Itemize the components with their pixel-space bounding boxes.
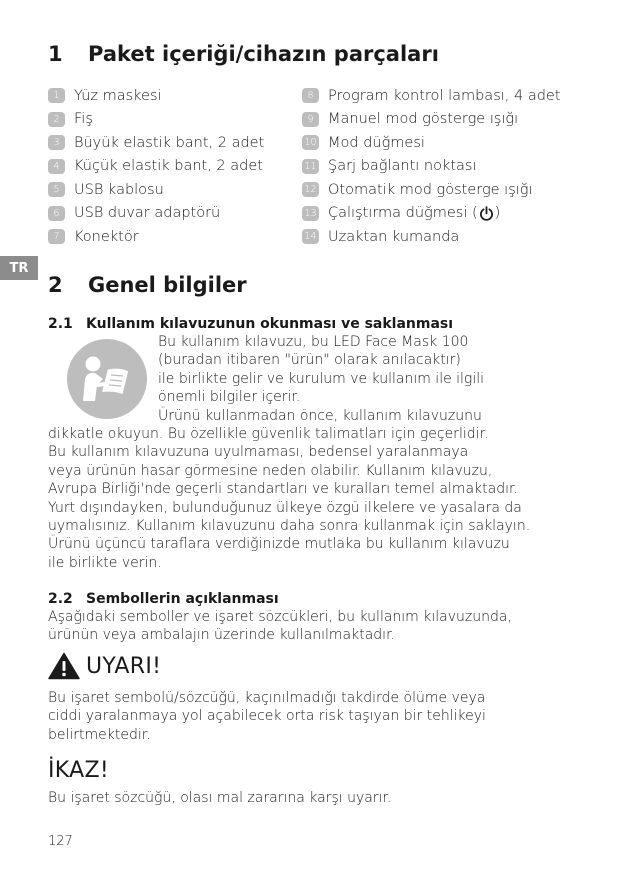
section-2-1-title: Kullanım kılavuzunun okunması ve saklanması (86, 316, 454, 332)
item-number-badge: 1 (48, 88, 65, 103)
text-line: Aşağıdaki semboller ve işaret sözcükleri, bu kullanım kılavuzunda, (48, 609, 512, 625)
section-2-1-number: 2.1 (48, 316, 73, 332)
list-item-label: USB kablosu (74, 181, 164, 198)
list-item-label: Şarj bağlantı noktası (328, 158, 477, 175)
text-line: önemli bilgiler içerir. (158, 389, 301, 406)
text-line: Yurt dışındayken, bulunduğunuz ülkeye özgü ilkelere ve yasalara da (48, 499, 522, 516)
list-item-label: Uzaktan kumanda (328, 228, 460, 245)
section-2-1-body (48, 425, 530, 572)
list-item (48, 202, 264, 226)
item-number-badge: 4 (48, 159, 65, 174)
list-item (48, 84, 264, 108)
section-2-2-title: Sembollerin açıklanması (86, 591, 279, 607)
text-line: veya ürünün hasar görmesine neden olabilir. Kullanım kılavuzu, (48, 462, 493, 479)
section-2-number: 2 (48, 273, 63, 297)
item-number-badge: 11 (302, 159, 319, 174)
item-number-badge: 5 (48, 182, 65, 197)
list-item-label: Program kontrol lambası, 4 adet (328, 87, 561, 104)
section-2-heading (48, 273, 247, 297)
text-line: dikkatle okuyun. Bu özellikle güvenlik talimatları için geçerlidir. (48, 426, 489, 442)
text-line: Bu kullanım kılavuzu, bu LED Face Mask 100 (158, 334, 469, 350)
text-line: ile birlikte gelir ve kurulum ve kullanım ile ilgili (158, 370, 484, 387)
list-item (48, 178, 264, 202)
section-2-2-heading (48, 591, 279, 607)
list-item (48, 108, 264, 132)
section-1-heading (48, 42, 439, 66)
item-number-badge: 3 (48, 135, 65, 150)
page-number: 127 (48, 834, 73, 849)
item-number-badge: 10 (302, 135, 319, 150)
text-line: ile birlikte verin. (48, 554, 162, 571)
list-item-label-suffix: ) (494, 205, 501, 222)
list-item (302, 131, 561, 155)
item-number-badge: 13 (302, 206, 319, 221)
text-line: Bu işaret sözcüğü, olası mal zararına karşı uyarır. (48, 790, 392, 806)
list-item-label: Manuel mod gösterge ışığı (328, 111, 519, 128)
list-item-label: Konektör (74, 228, 139, 245)
section-2-1-intro (158, 333, 484, 425)
list-item (48, 155, 264, 179)
caution-title: İKAZ! (48, 758, 109, 783)
text-line: Bu işaret sembolü/sözcüğü, kaçınılmadığı takdirde ölüme veya (48, 690, 486, 706)
section-2-2-number: 2.2 (48, 591, 73, 607)
list-item (302, 108, 561, 132)
text-line: Avrupa Birliği'nde geçerli standartları ve kuralları temel almaktadır. (48, 481, 518, 498)
section-2-2-body (48, 608, 512, 645)
section-1-title: Paket içeriği/cihazın parçaları (88, 42, 439, 66)
list-item (302, 202, 561, 226)
list-item-label: USB duvar adaptörü (74, 205, 221, 222)
warning-heading (48, 652, 161, 680)
text-line: Bu kullanım kılavuzuna uyulmaması, bedensel yaralanmaya (48, 444, 469, 461)
section-2-title: Genel bilgiler (88, 273, 247, 297)
language-tab: TR (0, 256, 38, 280)
list-item (302, 155, 561, 179)
list-item-label: Büyük elastik bant, 2 adet (74, 134, 265, 151)
list-item-label: Fiş (74, 111, 93, 128)
text-line: ürünün veya ambalajın üzerinde kullanılmaktadır. (48, 627, 395, 644)
list-item (302, 84, 561, 108)
list-item (48, 225, 264, 249)
list-item-label: Otomatik mod gösterge ışığı (328, 181, 533, 198)
list-item-label: Mod düğmesi (328, 134, 425, 151)
read-manual-icon (67, 339, 147, 419)
item-number-badge: 8 (302, 88, 319, 103)
text-line: ciddi yaralanmaya yol açabilecek orta risk taşıyan bir tehlikeyi (48, 708, 486, 725)
text-line: (buradan itibaren "ürün" olarak anılacaktır) (158, 352, 461, 369)
item-number-badge: 6 (48, 206, 65, 221)
section-1-number: 1 (48, 42, 63, 66)
list-item-label: Yüz maskesi (74, 87, 162, 104)
item-number-badge: 9 (302, 112, 319, 127)
parts-list-left (48, 84, 264, 249)
list-item (302, 225, 561, 249)
text-line: uymalısınız. Kullanım kılavuzunu daha sonra kullanmak için saklayın. (48, 518, 531, 535)
item-number-badge: 14 (302, 229, 319, 244)
section-2-1-heading (48, 316, 453, 332)
list-item (48, 131, 264, 155)
text-line: Ürünü üçüncü taraflara verdiğinizde mutlaka bu kullanım kılavuzu (48, 536, 510, 553)
item-number-badge: 7 (48, 229, 65, 244)
warning-triangle-icon (48, 652, 80, 680)
item-number-badge: 12 (302, 182, 319, 197)
list-item-label: Küçük elastik bant, 2 adet (74, 158, 263, 175)
text-line: belirtmektedir. (48, 726, 151, 743)
warning-body (48, 689, 486, 744)
caution-body (48, 789, 391, 807)
list-item-label: Çalıştırma düğmesi ( (328, 205, 478, 222)
item-number-badge: 2 (48, 112, 65, 127)
warning-title: UYARI! (86, 653, 162, 679)
list-item (302, 178, 561, 202)
power-icon (479, 206, 494, 221)
parts-list-right (302, 84, 561, 249)
text-line: Ürünü kullanmadan önce, kullanım kılavuzunu (158, 407, 482, 424)
